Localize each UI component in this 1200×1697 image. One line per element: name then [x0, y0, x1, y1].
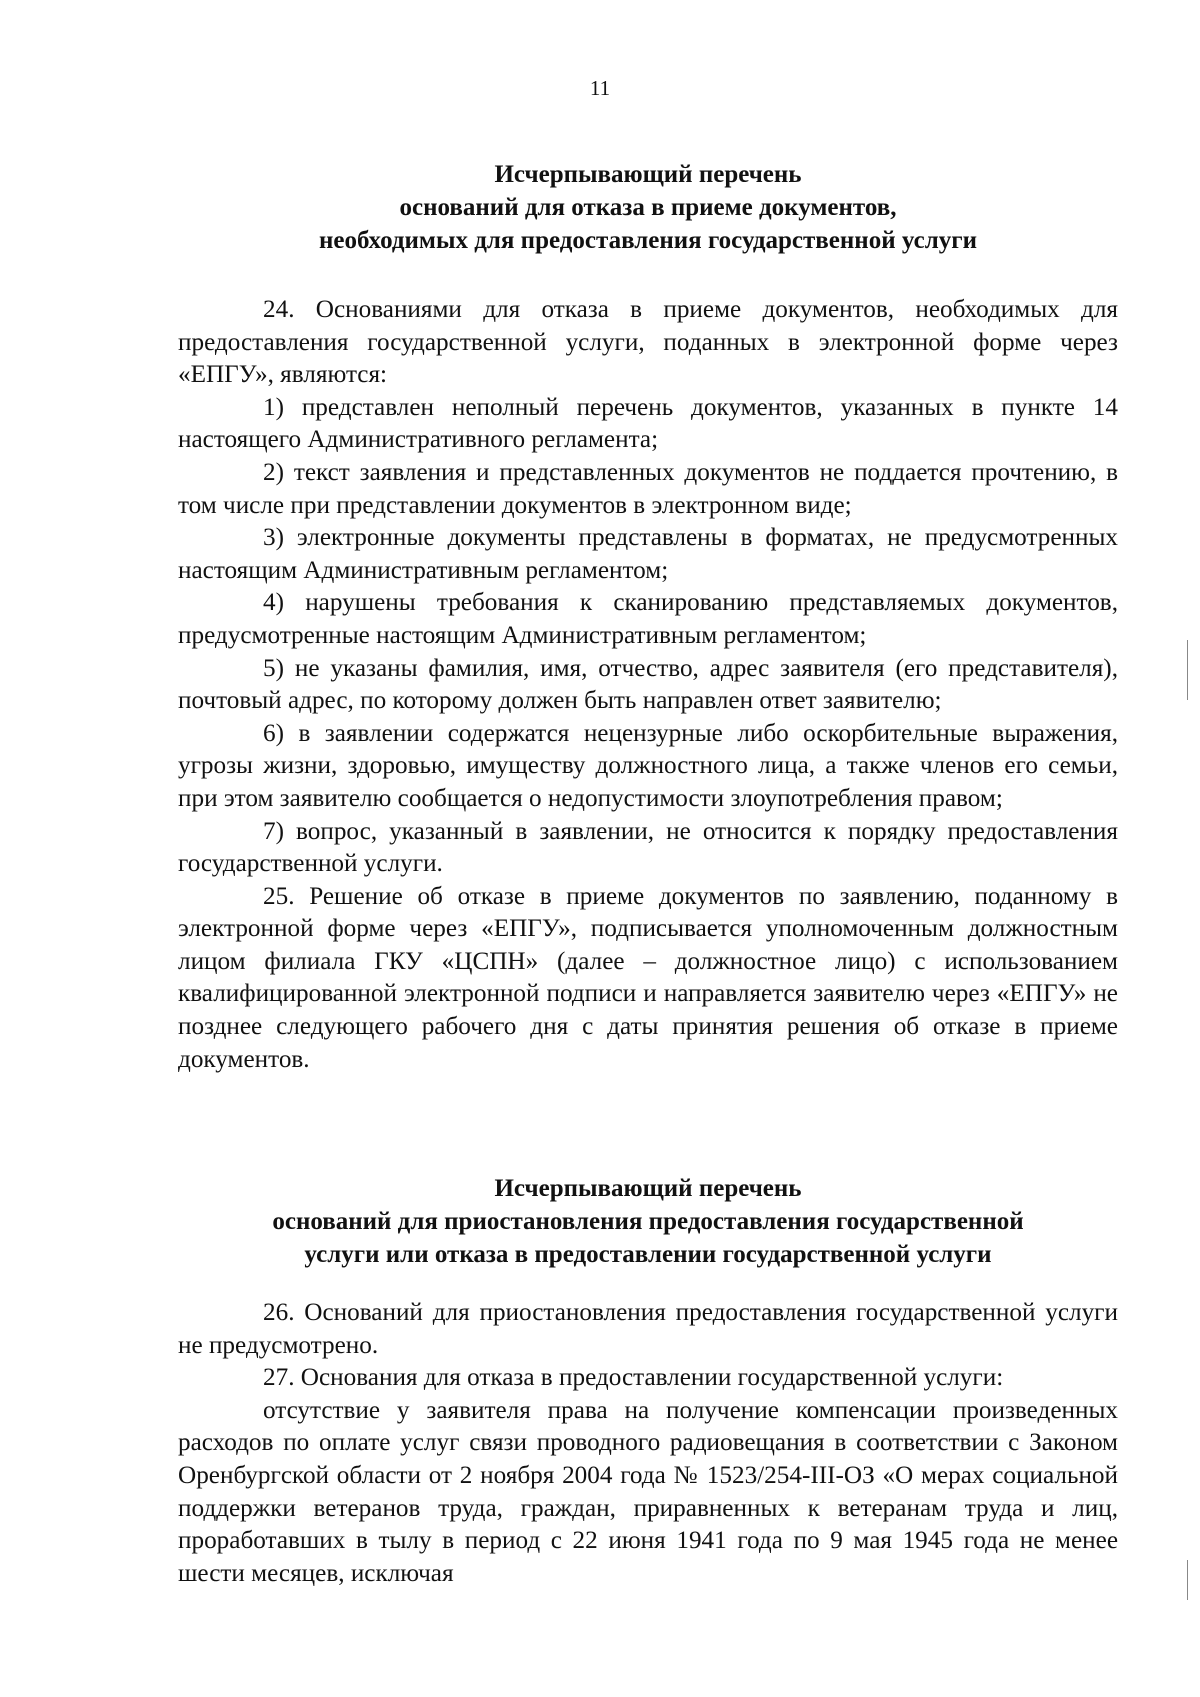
list-item-3: 3) электронные документы представлены в форматах, не предусмотренных настоящим Административным регламентом;	[178, 524, 1118, 584]
heading-line: Исчерпывающий перечень	[494, 1175, 802, 1202]
heading-line: услуги или отказа в предоставлении государственной услуги	[304, 1241, 992, 1268]
paragraph-27-ground: отсутствие у заявителя права на получение компенсации произведенных расходов по оплате услуг связи проводного радиовещания в соответствии с Законом Оренбургской области от 2 ноября 2004 года № 1523/254-III-ОЗ «О мерах социальной поддержки ветеранов труда, граждан, приравненных к ветеранам труда и лиц, проработавших в тылу в период с 22 июня 1941 года по 9 мая 1945 года не менее шести месяцев, исключая	[178, 1396, 1118, 1587]
scan-edge-mark	[1187, 640, 1188, 700]
list-item-5: 5) не указаны фамилия, имя, отчество, адрес заявителя (его представителя), почтовый адрес, по которому должен быть направлен ответ заявителю;	[178, 654, 1118, 715]
section-heading-refusal-documents	[178, 158, 1118, 257]
section-body-suspension-refusal	[178, 1297, 1118, 1590]
list-item-2: 2) текст заявления и представленных документов не поддается прочтению, в том числе при представлении документов в электронном виде;	[178, 458, 1118, 519]
heading-line: необходимых для предоставления государственной услуги	[319, 227, 977, 254]
paragraph-27: 27. Основания для отказа в предоставлении государственной услуги:	[263, 1364, 1004, 1392]
heading-line: оснований для отказа в приеме документов,	[399, 194, 897, 221]
heading-line: оснований для приостановления предоставления государственной	[272, 1208, 1024, 1235]
section-body-refusal-documents	[178, 294, 1118, 1076]
section-heading-suspension-refusal	[178, 1172, 1118, 1271]
list-item-4: 4) нарушены требования к сканированию представляемых документов, предусмотренные настоящим Административным регламентом;	[178, 589, 1118, 649]
page-number: 11	[589, 76, 611, 100]
paragraph-25: 25. Решение об отказе в приеме документов по заявлению, поданному в электронной форме через «ЕПГУ», подписывается уполномоченным должностным лицом филиала ГКУ «ЦСПН» (далее – должностное лицо) с использованием квалифицированной электронной подписи и направляется заявителю через «ЕПГУ» не позднее следующего рабочего дня с даты принятия решения об отказе в приеме документов.	[178, 882, 1118, 1073]
heading-line: Исчерпывающий перечень	[494, 161, 802, 188]
paragraph-26: 26. Оснований для приостановления предоставления государственной услуги не предусмотрено.	[178, 1299, 1118, 1359]
list-item-6: 6) в заявлении содержатся нецензурные либо оскорбительные выражения, угрозы жизни, здоровью, имуществу должностного лица, а также членов его семьи, при этом заявителю сообщается о недопустимости злоупотребления правом;	[178, 719, 1118, 812]
list-item-7: 7) вопрос, указанный в заявлении, не относится к порядку предоставления государственной услуги.	[178, 817, 1118, 878]
list-item-1: 1) представлен неполный перечень документов, указанных в пункте 14 настоящего Административного регламента;	[178, 393, 1118, 454]
scan-edge-mark	[1187, 1560, 1188, 1600]
paragraph-24: 24. Основаниями для отказа в приеме документов, необходимых для предоставления государственной услуги, поданных в электронной форме через «ЕПГУ», являются:	[178, 296, 1118, 389]
